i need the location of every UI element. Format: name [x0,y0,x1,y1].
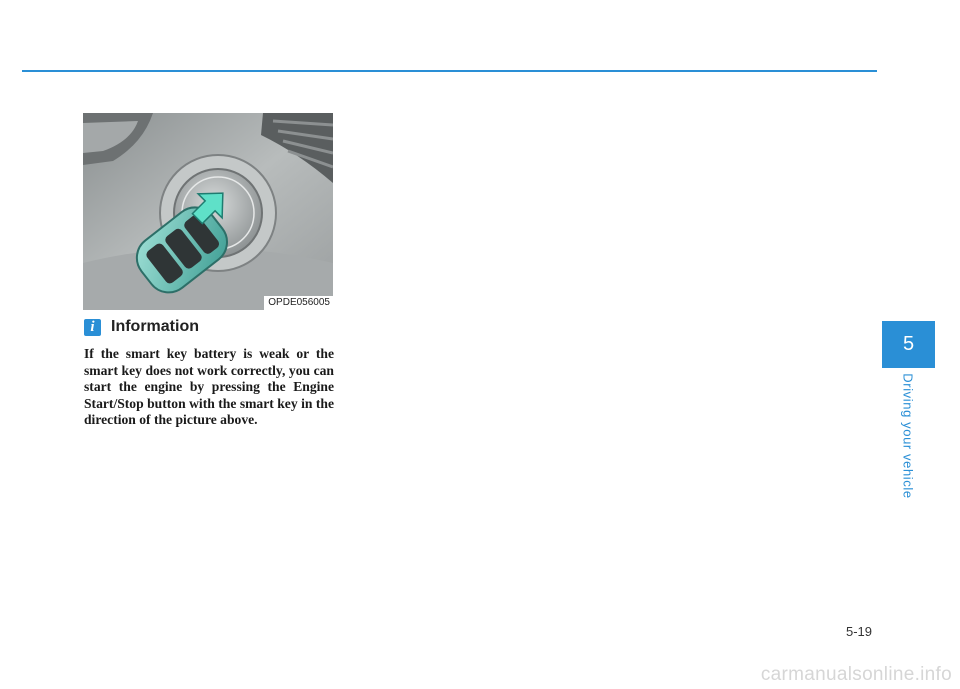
info-icon: i [84,319,101,336]
header-rule [22,70,877,72]
information-body: If the smart key battery is weak or the smart key does not work correctly, you can start the engine by pressing the Engine Start/Stop button with the smart key in the direction of the picture above. [84,346,334,428]
information-title: Information [111,318,199,335]
figure-code: OPDE056005 [264,296,333,310]
information-heading [84,318,199,336]
dashboard-drawing [83,113,333,310]
chapter-tab[interactable]: 5 [882,321,935,368]
chapter-title: Driving your vehicle [900,373,916,499]
smart-key-illustration [83,113,333,310]
watermark: carmanualsonline.info [760,664,952,685]
page-number: 5-19 [845,624,872,639]
